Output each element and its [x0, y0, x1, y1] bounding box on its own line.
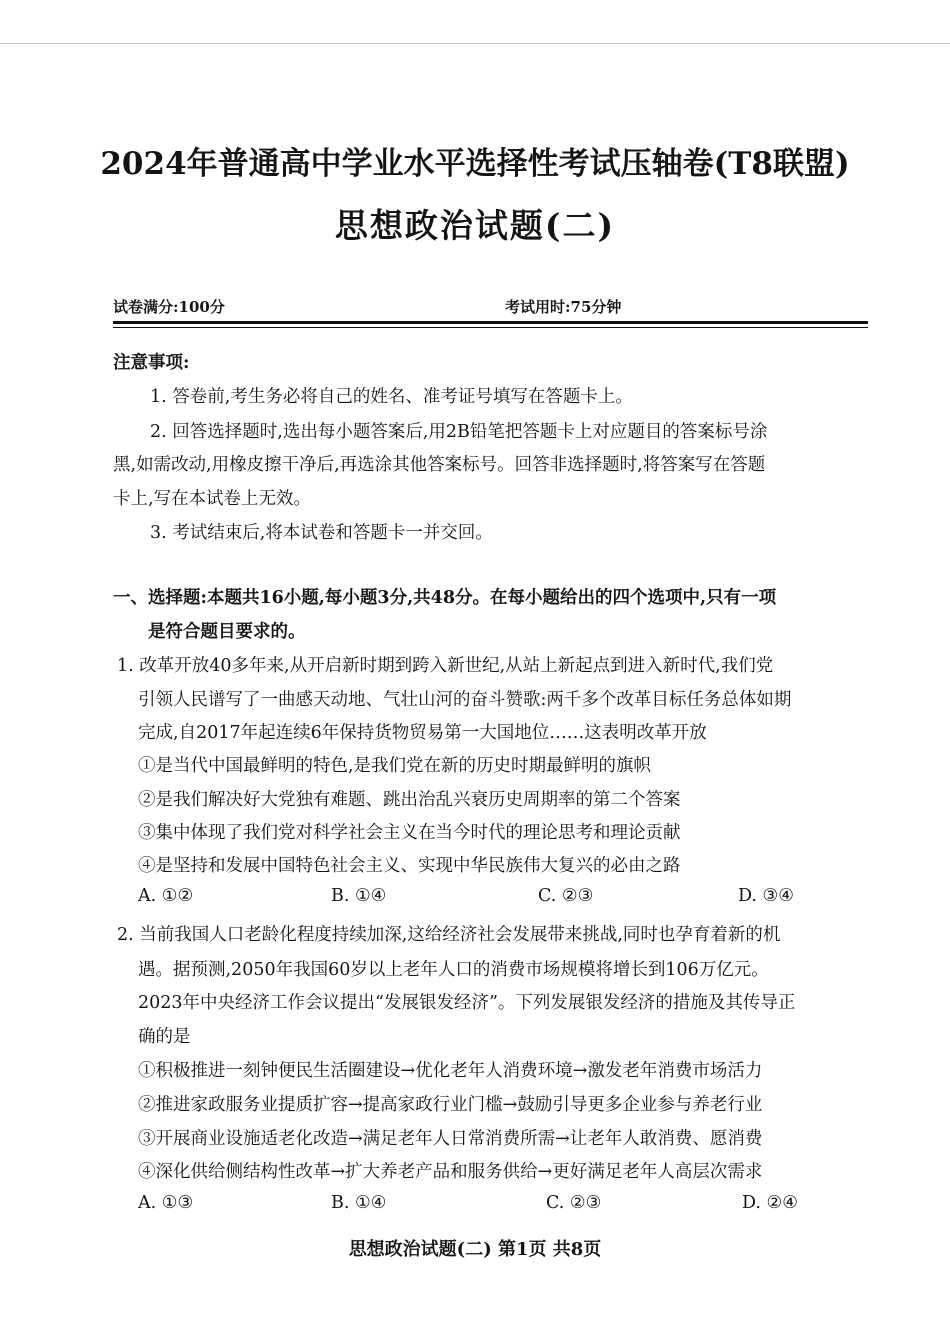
header-rule-thick — [113, 321, 868, 324]
note-line: 2. 回答选择题时,选出每小题答案后,用2B铅笔把答题卡上对应题目的答案标号涂 — [150, 422, 768, 442]
question-1-stem: 完成,自2017年起连续6年保持货物贸易第一大国地位……这表明改革开放 — [138, 723, 707, 743]
question-1-item: ②是我们解决好大党独有难题、跳出治乱兴衰历史周期率的第二个答案 — [138, 790, 681, 810]
section-heading: 一、选择题:本题共16小题,每小题3分,共48分。在每小题给出的四个选项中,只有一项 — [113, 588, 777, 608]
question-2-item: ③开展商业设施适老化改造→满足老年人日常消费所需→让老年人敢消费、愿消费 — [138, 1129, 763, 1149]
question-2-stem: 2023年中央经济工作会议提出“发展银发经济”。下列发展银发经济的措施及其传导正 — [138, 993, 796, 1013]
question-1-item: ④是坚持和发展中国特色社会主义、实现中华民族伟大复兴的必由之路 — [138, 856, 681, 876]
question-2-stem: 2. 当前我国人口老龄化程度持续加深,这给经济社会发展带来挑战,同时也孕育着新的机 — [117, 925, 781, 945]
note-line: 黑,如需改动,用橡皮擦干净后,再选涂其他答案标号。回答非选择题时,将答案写在答题 — [113, 455, 766, 475]
exam-subtitle: 思想政治试题(二) — [334, 206, 616, 245]
notes-heading: 注意事项: — [113, 353, 190, 373]
note-line: 3. 考试结束后,将本试卷和答题卡一并交回。 — [150, 523, 493, 543]
question-1-option-b: B. ①④ — [331, 886, 387, 906]
note-line: 1. 答卷前,考生务必将自己的姓名、准考证号填写在答题卡上。 — [150, 387, 633, 407]
question-1-stem: 1. 改革开放40多年来,从开启新时期到跨入新世纪,从站上新起点到进入新时代,我们党 — [117, 656, 774, 676]
question-2-stem: 确的是 — [138, 1027, 191, 1047]
full-score: 试卷满分:100分 — [113, 298, 225, 316]
page-footer: 思想政治试题(二) 第1页 共8页 — [348, 1239, 602, 1260]
question-2-item: ①积极推进一刻钟便民生活圈建设→优化老年人消费环境→激发老年消费市场活力 — [138, 1061, 763, 1081]
question-2-option-b: B. ①④ — [331, 1193, 387, 1213]
question-1-option-c: C. ②③ — [538, 886, 594, 906]
question-1-option-d: D. ③④ — [738, 886, 794, 906]
question-2-item: ②推进家政服务业提质扩容→提高家政行业门槛→鼓励引导更多企业参与养老行业 — [138, 1095, 763, 1115]
header-rule-thin — [113, 327, 868, 328]
question-2-option-a: A. ①③ — [138, 1193, 194, 1213]
question-2-option-c: C. ②③ — [546, 1193, 602, 1213]
question-1-stem: 引领人民谱写了一曲感天动地、气壮山河的奋斗赞歌:两千多个改革目标任务总体如期 — [138, 690, 792, 710]
question-2-option-d: D. ②④ — [742, 1193, 798, 1213]
exam-time: 考试用时:75分钟 — [505, 298, 622, 316]
section-heading-cont: 是符合题目要求的。 — [148, 622, 306, 642]
question-1-option-a: A. ①② — [138, 886, 194, 906]
question-1-item: ①是当代中国最鲜明的特色,是我们党在新的历史时期最鲜明的旗帜 — [138, 756, 652, 776]
exam-title: 2024年普通高中学业水平选择性考试压轴卷(T8联盟) — [100, 146, 850, 182]
top-border — [0, 43, 950, 44]
question-2-item: ④深化供给侧结构性改革→扩大养老产品和服务供给→更好满足老年人高层次需求 — [138, 1162, 763, 1182]
question-1-item: ③集中体现了我们党对科学社会主义在当今时代的理论思考和理论贡献 — [138, 823, 681, 843]
note-line: 卡上,写在本试卷上无效。 — [113, 489, 312, 509]
question-2-stem: 遇。据预测,2050年我国60岁以上老年人口的消费市场规模将增长到106万亿元。 — [138, 960, 769, 980]
